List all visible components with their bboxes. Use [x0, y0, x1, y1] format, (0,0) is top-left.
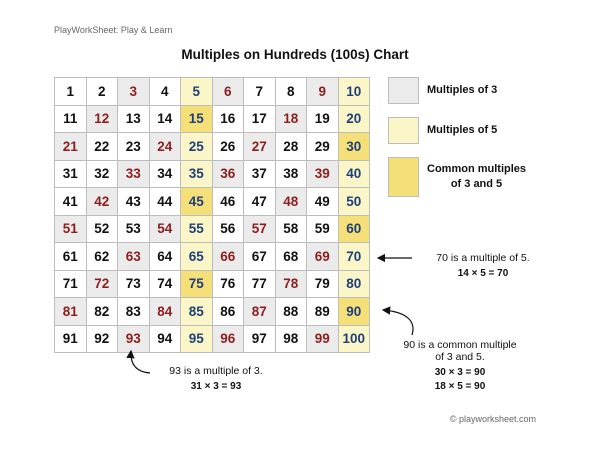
grid-cell: 34: [150, 161, 182, 189]
grid-cell: 43: [118, 188, 150, 216]
note-90-line1: 90 is a common multiple: [403, 339, 517, 351]
grid-cell: 22: [87, 133, 119, 161]
grid-cell: 21: [55, 133, 87, 161]
grid-cell: 66: [213, 243, 245, 271]
grid-cell: 60: [339, 216, 371, 244]
grid-cell: 98: [276, 326, 308, 354]
grid-cell: 62: [87, 243, 119, 271]
grid-cell: 6: [213, 78, 245, 106]
legend-label: Multiples of 3: [427, 84, 498, 96]
grid-cell: 38: [276, 161, 308, 189]
grid-cell: 47: [244, 188, 276, 216]
legend-label-line1: Common multiples: [427, 163, 527, 175]
grid-cell: 55: [181, 216, 213, 244]
grid-cell: 5: [181, 78, 213, 106]
grid-cell: 87: [244, 298, 276, 326]
grid-cell: 70: [339, 243, 371, 271]
grid-cell: 67: [244, 243, 276, 271]
note-70-text: 70 is a multiple of 5.: [436, 252, 530, 264]
grid-cell: 44: [150, 188, 182, 216]
grid-cell: 12: [87, 106, 119, 134]
grid-cell: 100: [339, 326, 371, 354]
grid-cell: 40: [339, 161, 371, 189]
grid-cell: 65: [181, 243, 213, 271]
grid-cell: 72: [87, 271, 119, 299]
grid-cell: 48: [276, 188, 308, 216]
note-93-text: 93 is a multiple of 3.: [169, 365, 263, 377]
grid-cell: 35: [181, 161, 213, 189]
grid-cell: 92: [87, 326, 119, 354]
grid-cell: 78: [276, 271, 308, 299]
grid-cell: 33: [118, 161, 150, 189]
grid-cell: 4: [150, 78, 182, 106]
grid-cell: 81: [55, 298, 87, 326]
note-90-equation-1: 30 × 3 = 90: [434, 367, 486, 378]
copyright-footer: © playworksheet.com: [449, 414, 536, 424]
legend-multiples-of-5: [388, 117, 497, 144]
grid-cell: 10: [339, 78, 371, 106]
grid-cell: 90: [339, 298, 371, 326]
grid-cell: 17: [244, 106, 276, 134]
arrow-to-90: [383, 310, 413, 335]
grid-cell: 54: [150, 216, 182, 244]
grid-cell: 36: [213, 161, 245, 189]
grid-cell: 61: [55, 243, 87, 271]
note-70: [418, 252, 548, 279]
grid-cell: 99: [307, 326, 339, 354]
grid-cell: 63: [118, 243, 150, 271]
grid-cell: 30: [339, 133, 371, 161]
legend-label: [427, 162, 526, 192]
grid-cell: 50: [339, 188, 371, 216]
hundreds-chart: [54, 77, 370, 353]
legend-swatch-pale-yellow: [388, 117, 419, 144]
grid-cell: 2: [87, 78, 119, 106]
grid-cell: 52: [87, 216, 119, 244]
grid-cell: 82: [87, 298, 119, 326]
legend-swatch-gray: [388, 77, 419, 104]
legend-multiples-of-3: [388, 77, 497, 104]
grid-cell: 74: [150, 271, 182, 299]
grid-cell: 58: [276, 216, 308, 244]
grid-cell: 69: [307, 243, 339, 271]
grid-cell: 15: [181, 106, 213, 134]
grid-cell: 77: [244, 271, 276, 299]
grid-cell: 31: [55, 161, 87, 189]
legend-common-multiples: [388, 157, 526, 197]
grid-cell: 89: [307, 298, 339, 326]
grid-cell: 24: [150, 133, 182, 161]
grid-cell: 13: [118, 106, 150, 134]
legend-label-line2: of 3 and 5: [450, 178, 503, 190]
grid-cell: 32: [87, 161, 119, 189]
page-title: Multiples on Hundreds (100s) Chart: [181, 47, 409, 62]
note-90: [385, 339, 535, 392]
grid-cell: 64: [150, 243, 182, 271]
grid-cell: 19: [307, 106, 339, 134]
grid-cell: 26: [213, 133, 245, 161]
grid-cell: 3: [118, 78, 150, 106]
grid-cell: 88: [276, 298, 308, 326]
grid-cell: 83: [118, 298, 150, 326]
grid-cell: 42: [87, 188, 119, 216]
grid-cell: 57: [244, 216, 276, 244]
grid-cell: 49: [307, 188, 339, 216]
grid-cell: 1: [55, 78, 87, 106]
grid-cell: 39: [307, 161, 339, 189]
grid-cell: 28: [276, 133, 308, 161]
grid-cell: 11: [55, 106, 87, 134]
legend-swatch-yellow: [388, 157, 419, 197]
brand-label: PlayWorkSheet: Play & Learn: [54, 25, 173, 35]
grid-cell: 85: [181, 298, 213, 326]
grid-cell: 93: [118, 326, 150, 354]
grid-cell: 16: [213, 106, 245, 134]
grid-cell: 91: [55, 326, 87, 354]
grid-cell: 80: [339, 271, 371, 299]
grid-cell: 73: [118, 271, 150, 299]
legend-label: Multiples of 5: [427, 124, 498, 136]
grid-cell: 97: [244, 326, 276, 354]
grid-cell: 8: [276, 78, 308, 106]
grid-cell: 84: [150, 298, 182, 326]
grid-cell: 18: [276, 106, 308, 134]
grid-cell: 59: [307, 216, 339, 244]
grid-cell: 46: [213, 188, 245, 216]
grid-cell: 53: [118, 216, 150, 244]
grid-cell: 45: [181, 188, 213, 216]
grid-cell: 23: [118, 133, 150, 161]
grid-cell: 27: [244, 133, 276, 161]
grid-cell: 56: [213, 216, 245, 244]
grid-cell: 95: [181, 326, 213, 354]
grid-cell: 29: [307, 133, 339, 161]
grid-cell: 7: [244, 78, 276, 106]
note-90-equation-2: 18 × 5 = 90: [434, 381, 486, 392]
grid-cell: 20: [339, 106, 371, 134]
grid-cell: 68: [276, 243, 308, 271]
note-93: [146, 365, 286, 392]
note-70-equation: 14 × 5 = 70: [457, 268, 509, 279]
grid-cell: 71: [55, 271, 87, 299]
grid-cell: 25: [181, 133, 213, 161]
grid-cell: 37: [244, 161, 276, 189]
grid-cell: 9: [307, 78, 339, 106]
grid-cell: 51: [55, 216, 87, 244]
grid-cell: 41: [55, 188, 87, 216]
note-90-line2: of 3 and 5.: [435, 351, 485, 363]
grid-cell: 14: [150, 106, 182, 134]
grid-cell: 94: [150, 326, 182, 354]
grid-cell: 86: [213, 298, 245, 326]
grid-cell: 96: [213, 326, 245, 354]
grid-cell: 76: [213, 271, 245, 299]
grid-cell: 79: [307, 271, 339, 299]
grid-cell: 75: [181, 271, 213, 299]
note-93-equation: 31 × 3 = 93: [190, 381, 242, 392]
